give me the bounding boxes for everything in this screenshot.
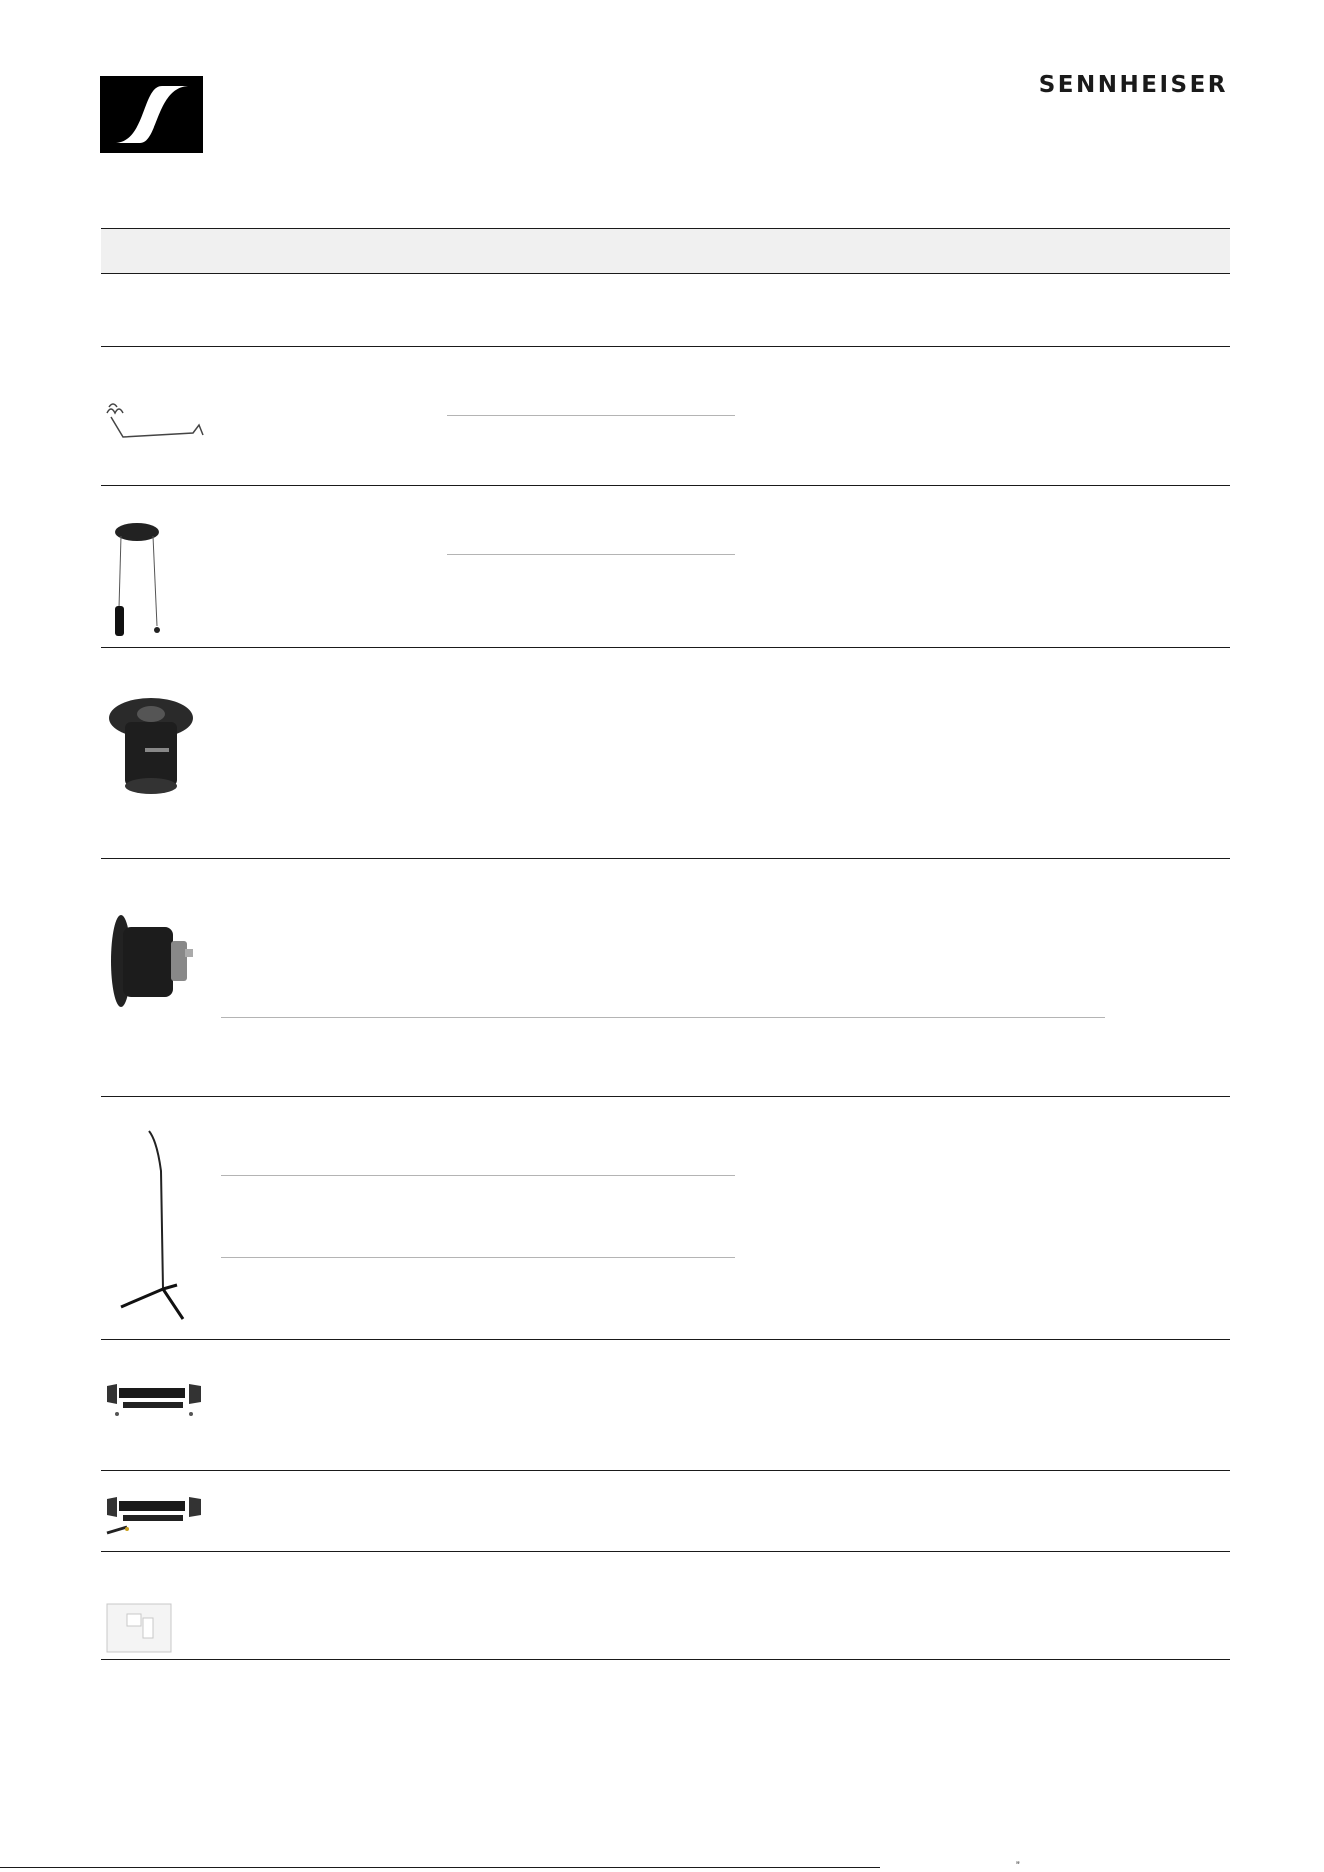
- separator: [447, 554, 735, 555]
- sennheiser-logo-icon: [100, 76, 203, 153]
- table-row: [101, 859, 1230, 1097]
- separator: [447, 415, 735, 416]
- flange-mount-connector-icon: [101, 897, 207, 1021]
- rack-mount-kit-antenna-icon: [101, 1493, 207, 1539]
- wire-antenna-icon: [101, 403, 207, 443]
- table-header: [101, 228, 1230, 274]
- footer-rule: [0, 1867, 880, 1868]
- separator: [221, 1017, 1105, 1018]
- table-row: [101, 274, 1230, 347]
- rack-mount-kit-icon: [101, 1380, 207, 1420]
- gooseneck-floor-stand-icon: [101, 1125, 207, 1327]
- table-row: [101, 1471, 1230, 1552]
- separator: [221, 1257, 735, 1258]
- ceiling-mic-icon: [101, 518, 207, 642]
- table-row: [101, 347, 1230, 486]
- table-row: [101, 1097, 1230, 1340]
- separator: [221, 1175, 735, 1176]
- mounting-plate-icon: [101, 1600, 207, 1654]
- table-row: [101, 648, 1230, 859]
- brand-wordmark: SENNHEISER: [1038, 72, 1228, 98]
- table-row: [101, 1552, 1230, 1660]
- shock-mount-icon: [101, 688, 207, 810]
- accessories-table: [101, 228, 1230, 1660]
- footer-mark: ”: [1016, 1860, 1020, 1872]
- table-row: [101, 1340, 1230, 1471]
- table-row: [101, 486, 1230, 648]
